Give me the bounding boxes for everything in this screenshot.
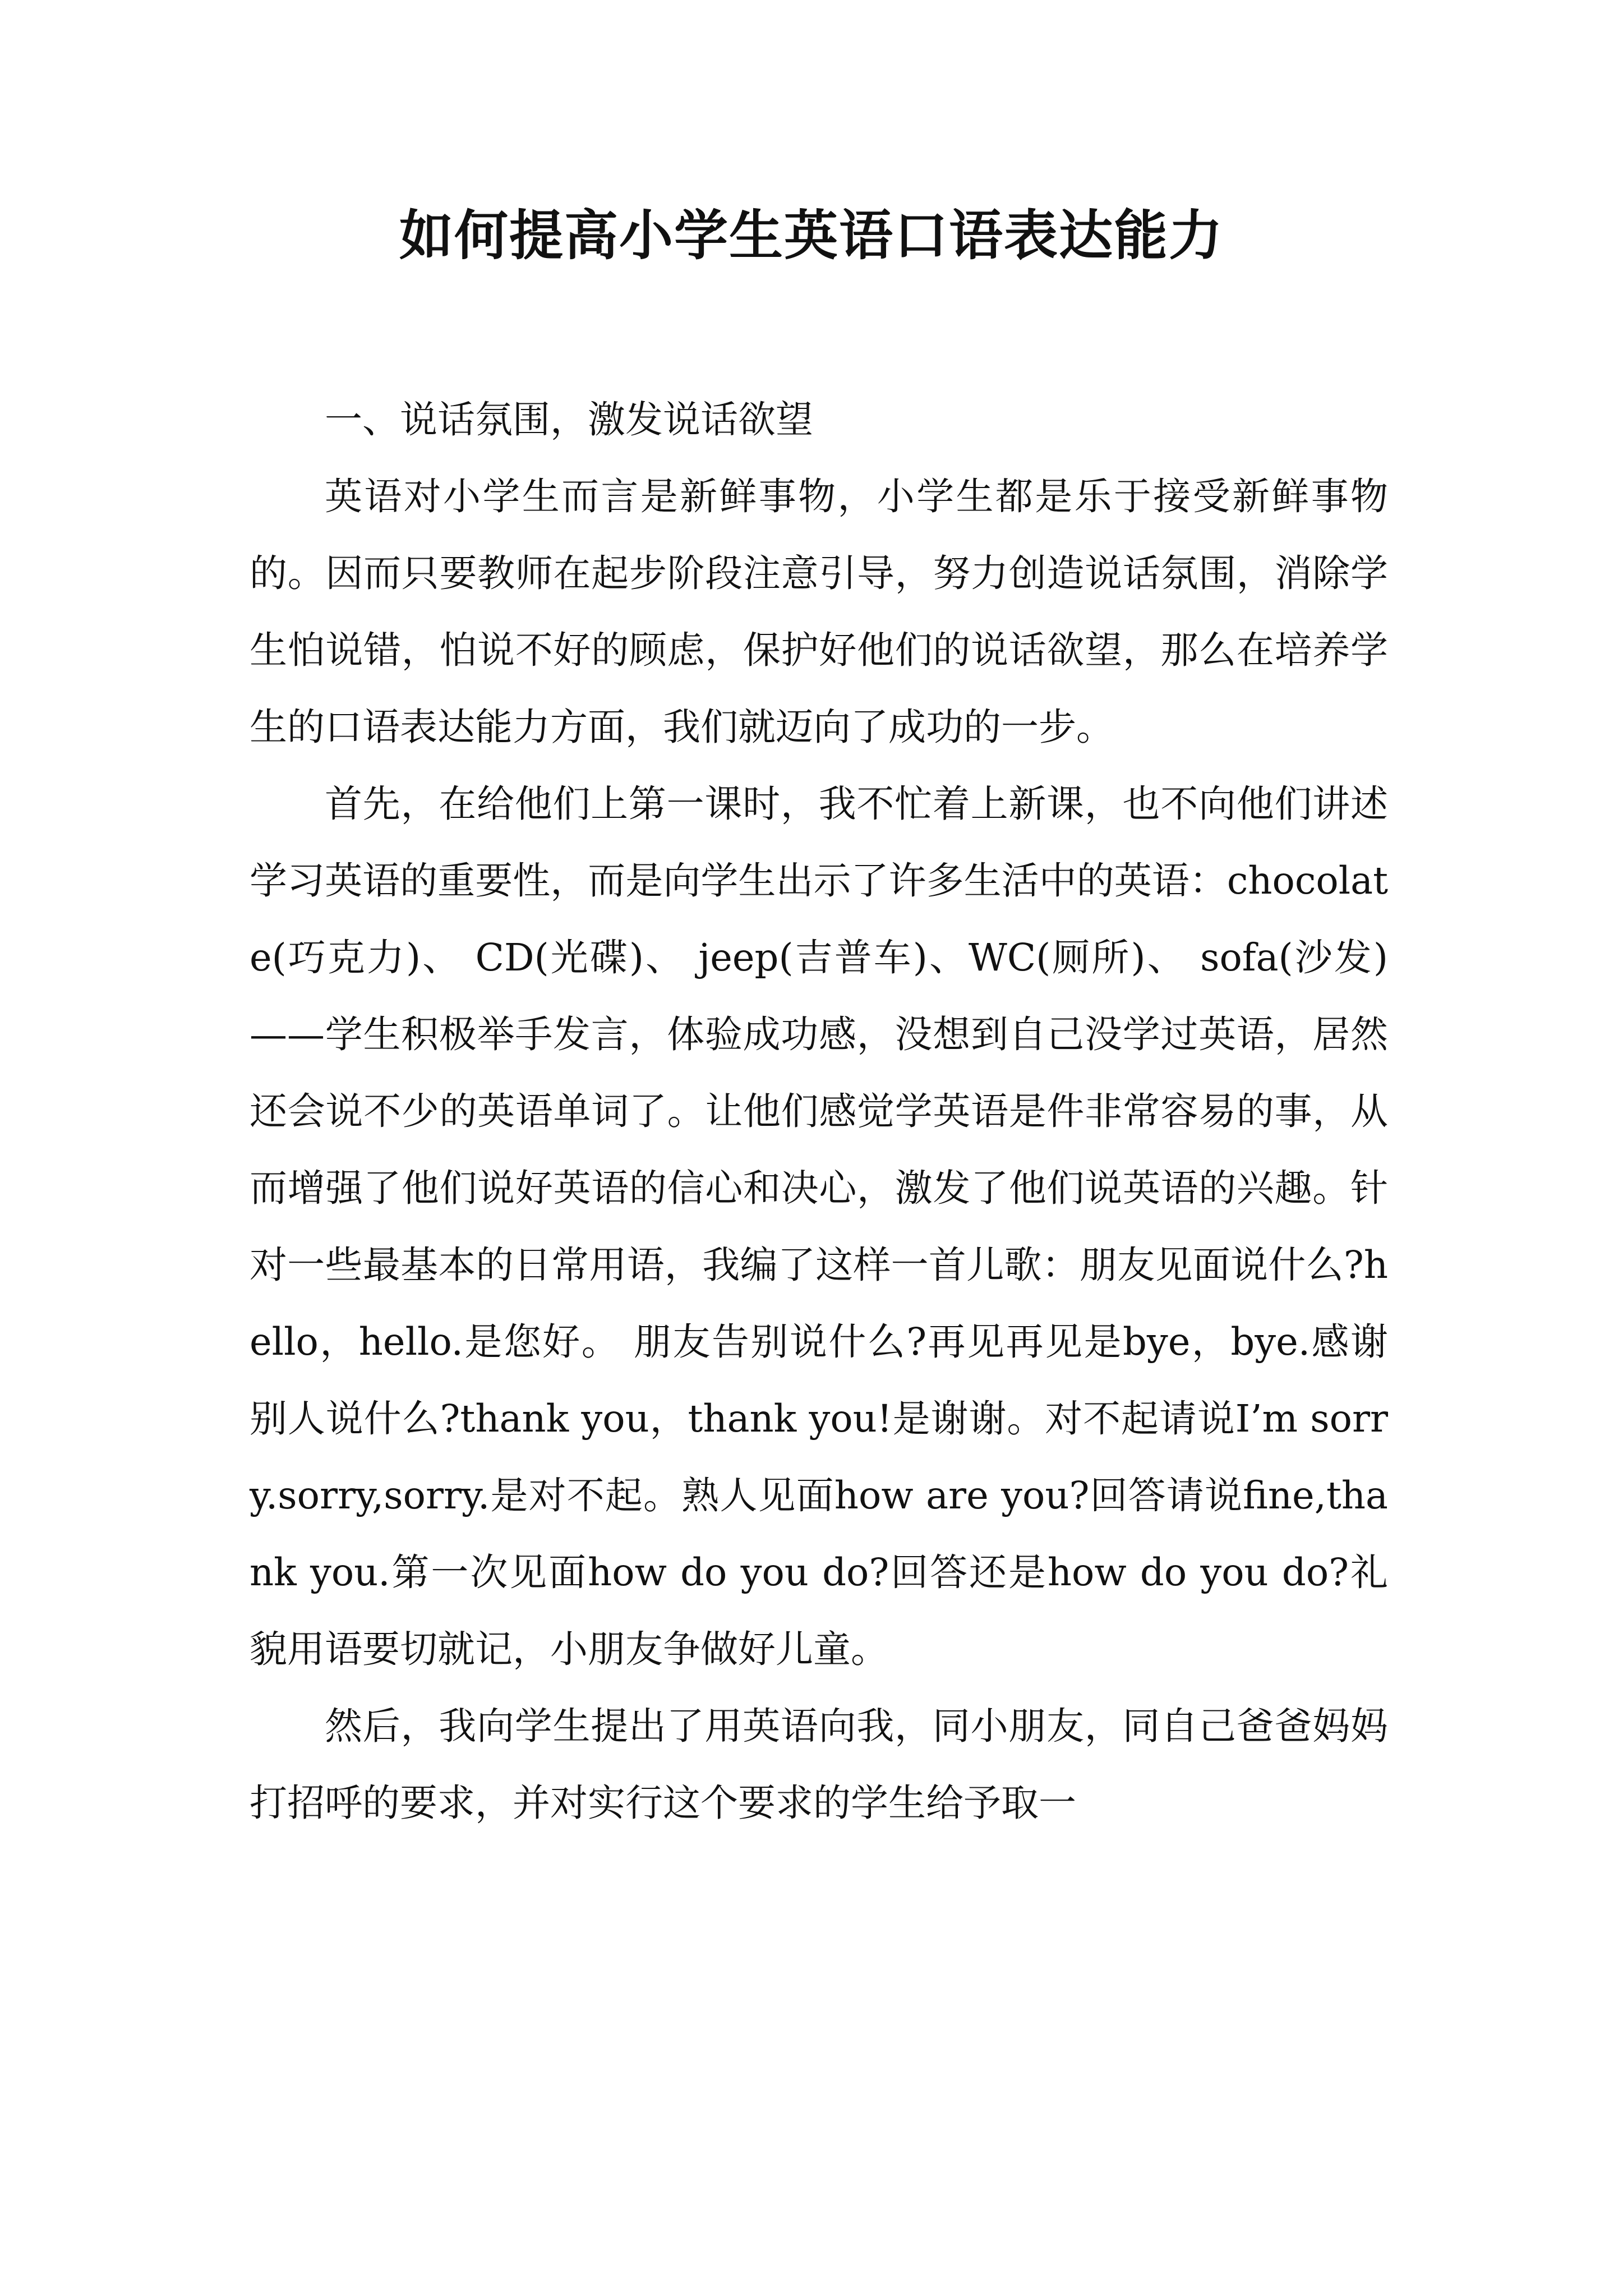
- document-title: 如何提高小学生英语口语表达能力: [399, 204, 1224, 267]
- paragraph: 然后，我向学生提出了用英语向我，同小朋友，同自己爸爸妈妈打招呼的要求，并对实行这个要求的学生给予取一: [250, 1704, 1388, 1825]
- paragraph: 首先，在给他们上第一课时，我不忙着上新课，也不向他们讲述学习英语的重要性，而是向学生出示了许多生活中的英语：chocolate(巧克力)、 CD(光碟)、 jeep(吉普车)、WC(厕所)、 sofa(沙发)——学生积极举手发言，体验成功感，没想到自己没学过英语，居然还会说不少的英语单词了。让他们感觉学英语是件非常容易的事，从而增强了他们说好英语的信心和决心，激发了他们说英语的兴趣。针对一些最基本的日常用语，我编了这样一首儿歌：朋友见面说什么?hello，hello.是您好。 朋友告别说什么?再见再见是bye，bye.感谢别人说什么?thank you，thank you!是谢谢。对不起请说I’m sorry.sorry,sorry.是对不起。熟人见面how are you?回答请说fine,thank you.第一次见面how do you do?回答还是how do you do?礼貌用语要切就记，小朋友争做好儿童。: [250, 782, 1388, 1671]
- paragraph: 英语对小学生而言是新鲜事物，小学生都是乐于接受新鲜事物的。因而只要教师在起步阶段注意引导，努力创造说话氛围，消除学生怕说错，怕说不好的顾虑，保护好他们的说话欲望，那么在培养学生的口语表达能力方面，我们就迈向了成功的一步。: [250, 475, 1388, 749]
- section-heading: 一、说话氛围，激发说话欲望: [325, 398, 813, 441]
- document-body: [250, 381, 1388, 1842]
